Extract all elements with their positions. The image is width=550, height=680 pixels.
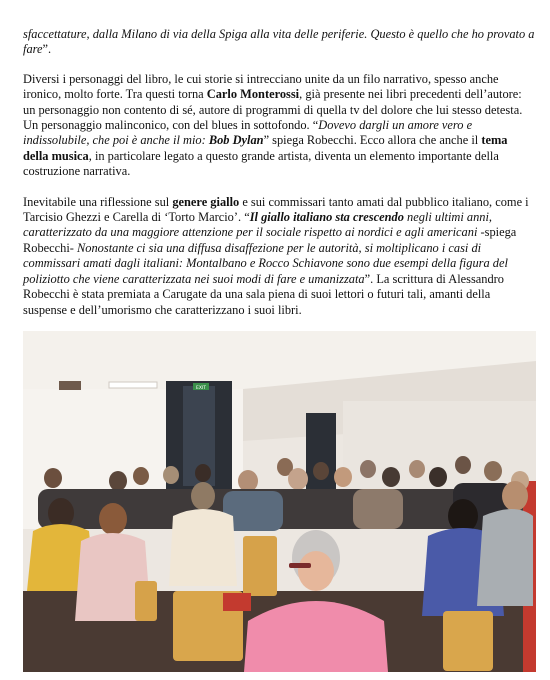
text-segment: -spiega Robecchi- xyxy=(23,225,517,255)
quote-continuation: sfaccettature, dalla Milano di via della Spiga alla vita delle periferie. Questo è quello che ho provato a fare xyxy=(23,27,535,57)
quote-italic: negli ultimi anni, caratterizzato da una maggiore attenzione per il sociale rispetto ai nordici e agli americani xyxy=(23,210,493,240)
text-segment: , in particolare legato a questo grande artista, diventa un elemento importante della costruzione narrativa. xyxy=(23,148,499,179)
text-segment: ” spiega Robecchi. Ecco allora che anche il xyxy=(263,133,482,148)
music-theme-highlight: tema della musica xyxy=(23,133,508,163)
text-segment: Inevitabile una riflessione sul xyxy=(23,194,173,209)
ceiling-light xyxy=(109,382,157,388)
text-segment: , già presente nei libri precedenti dell’autore: un personaggio non contento di sé, autore di programmi di quella tv del dolore che lui stesso detesta. Un personaggio malinconico, con del blues in sottofondo. “ xyxy=(23,87,523,133)
paragraph-genre xyxy=(23,195,535,318)
quote-italic: Dovevo dargli un amore vero e indissolubile, che poi è anche il mio: xyxy=(23,118,473,148)
name-carlo-monterossi: Carlo Monterossi xyxy=(206,87,300,102)
text-segment: e sui commissari tanto amati dal pubblico italiano, come i Tarcisio Ghezzi e Carella di ‘Torto Marcio’. “ xyxy=(23,194,529,225)
text-segment: Diversi i personaggi del libro, le cui storie si intrecciano unite da un filo narrativo, spesso anche ironico, molto forte. Tra questi torna xyxy=(23,71,499,102)
book xyxy=(223,593,251,611)
text-segment: ”. La scrittura di Alessandro Robecchi è stata premiata a Carugate da una sala piena di suoi lettori o futuri tali, amanti della suspense e dell’umorismo che caratterizzano i suoi libri. xyxy=(23,271,504,317)
quote-bold-italic: Il giallo italiano sta crescendo xyxy=(249,210,404,225)
audience-photo-illustration xyxy=(23,331,536,672)
audience-photo xyxy=(23,331,536,672)
name-bob-dylan: Bob Dylan xyxy=(208,133,264,148)
exit-sign-text: EXIT xyxy=(195,386,207,391)
wall-sign xyxy=(59,381,81,390)
quote-italic: Nonostante ci sia una diffusa disaffezione per le autorità, si moltiplicano i casi di commissari amati dagli italiani: Montalbano e Rocco Schiavone sono due esempi della figura del poliziotto che viene caratterizzata nei suoi modi di fare e umanizzata xyxy=(23,240,508,286)
paragraph-intro xyxy=(23,27,535,58)
article-body xyxy=(23,27,535,333)
quote-close: ”. xyxy=(42,42,52,57)
paragraph-characters xyxy=(23,72,535,180)
genre-highlight: genere giallo xyxy=(172,194,240,209)
